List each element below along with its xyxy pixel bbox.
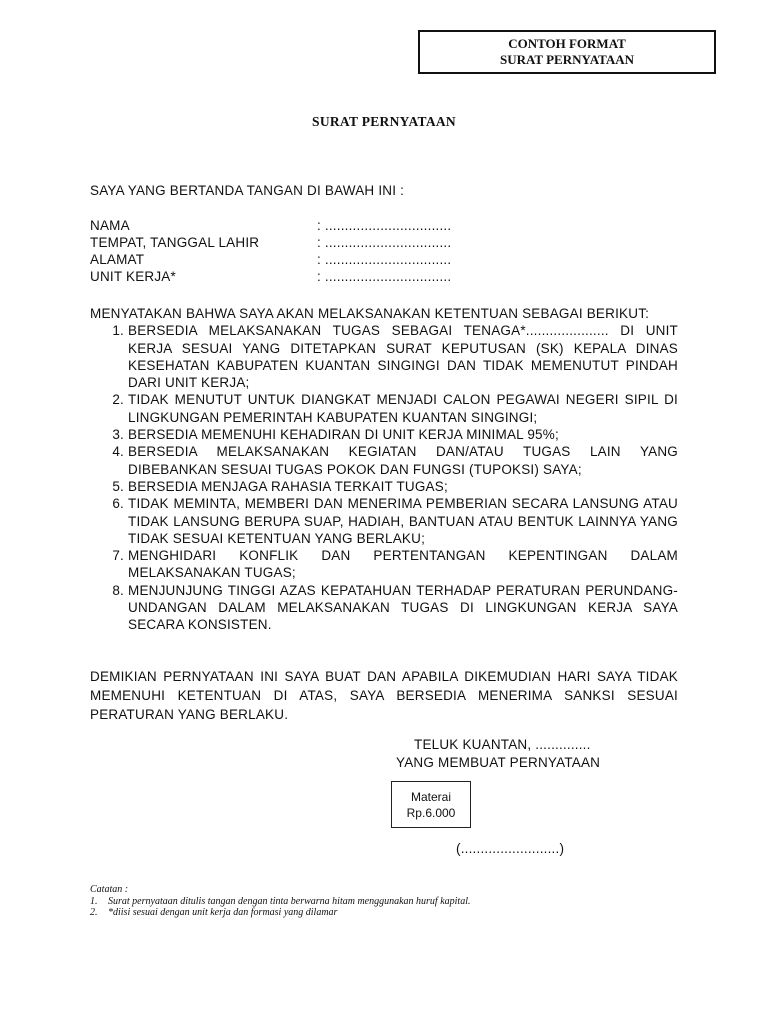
note-number: 2. — [90, 907, 98, 918]
identity-row-address — [90, 251, 490, 268]
list-item — [90, 426, 678, 443]
list-item-text: TIDAK MEMINTA, MEMBERI DAN MENERIMA PEMBERIAN SECARA LANSUNG ATAU TIDAK LANSUNG BERUPA SUAP, HADIAH, BANTUAN ATAU BENTUK LAINNYA YANG TIDAK SESUAI KETENTUAN YANG BERLAKU; — [128, 496, 678, 546]
stamp-label: Materai — [410, 789, 451, 804]
note-text: *diisi sesuai dengan unit kerja dan formasi yang dilamar — [108, 907, 338, 918]
identity-row-birth — [90, 234, 490, 251]
signature-name-placeholder: (.........................) — [456, 841, 565, 856]
list-item — [90, 443, 678, 478]
list-item — [90, 582, 678, 634]
field-label-address: ALAMAT — [90, 252, 145, 267]
field-label-name: NAMA — [90, 218, 130, 233]
list-item — [90, 322, 678, 391]
commitment-list — [90, 322, 678, 633]
list-item-number: 3. — [112, 427, 124, 443]
note-item — [90, 907, 471, 919]
format-label-line2: SURAT PERNYATAAN — [500, 52, 634, 67]
format-label-line1: CONTOH FORMAT — [508, 36, 626, 51]
list-item-number: 6. — [112, 496, 124, 512]
stamp-duty-box — [391, 781, 471, 828]
field-label-work-unit: UNIT KERJA* — [90, 269, 176, 284]
document-title: SURAT PERNYATAAN — [312, 114, 456, 129]
list-item-text: BERSEDIA MENJAGA RAHASIA TERKAIT TUGAS; — [128, 478, 448, 494]
list-item-number: 8. — [112, 582, 124, 598]
field-blank-work-unit: : ................................ — [317, 269, 452, 284]
closing-paragraph: DEMIKIAN PERNYATAAN INI SAYA BUAT DAN APABILA DIKEMUDIAN HARI SAYA TIDAK MEMENUHI KETENTUAN DI ATAS, SAYA BERSEDIA MENERIMA SANKSI SESUAI PERATURAN YANG BERLAKU. — [90, 669, 678, 722]
list-item-text: BERSEDIA MELAKSANAKAN TUGAS SEBAGAI TENAGA*..................... DI UNIT KERJA SESUAI YANG DITETAPKAN SURAT KEPUTUSAN (SK) KEPALA DINAS KESEHATAN KABUPATEN KUANTAN SINGINGI DAN TIDAK MEMENUTUT PINDAH DARI UNIT KERJA; — [128, 323, 678, 391]
field-blank-address: : ................................ — [317, 252, 452, 267]
list-item-number: 5. — [112, 478, 124, 494]
list-item — [90, 495, 678, 547]
format-label-box — [418, 30, 716, 74]
field-blank-birth: : ................................ — [317, 235, 452, 250]
place-date-line: TELUK KUANTAN, .............. — [414, 737, 591, 752]
list-item — [90, 478, 678, 495]
note-text: Surat pernyataan ditulis tangan dengan tinta berwarna hitam menggunakan huruf kapital. — [108, 895, 471, 907]
identity-fields — [90, 217, 490, 285]
list-item-text: MENJUNJUNG TINGGI AZAS KEPATAHUAN TERHADAP PERATURAN PERUNDANG-UNDANGAN DALAM MELAKSANAKAN TUGAS DI LINGKUNGAN KERJA SAYA SECARA KONSISTEN. — [128, 582, 678, 633]
list-item-number: 1. — [112, 323, 124, 339]
note-item — [90, 896, 471, 908]
list-item-number: 4. — [112, 444, 124, 460]
notes-heading: Catatan : — [90, 884, 129, 895]
declaration-section — [90, 305, 678, 634]
identity-row-name — [90, 217, 490, 234]
identity-row-work-unit — [90, 268, 490, 285]
notes-section — [90, 884, 471, 919]
list-item-text: MENGHIDARI KONFLIK DAN PERTENTANGAN KEPENTINGAN DALAM MELAKSANAKAN TUGAS; — [128, 548, 678, 581]
list-item-number: 7. — [112, 548, 124, 564]
list-item-text: TIDAK MENUTUT UNTUK DIANGKAT MENJADI CALON PEGAWAI NEGERI SIPIL DI LINGKUNGAN PEMERINTAH KABUPATEN KUANTAN SINGINGI; — [128, 392, 678, 425]
intro-line: SAYA YANG BERTANDA TANGAN DI BAWAH INI : — [90, 183, 405, 198]
list-item — [90, 547, 678, 582]
field-label-birth: TEMPAT, TANGGAL LAHIR — [90, 235, 260, 250]
list-item-number: 2. — [112, 392, 124, 408]
list-item-text: BERSEDIA MEMENUHI KEHADIRAN DI UNIT KERJA MINIMAL 95%; — [128, 427, 559, 443]
field-blank-name: : ................................ — [317, 218, 452, 233]
signer-label: YANG MEMBUAT PERNYATAAN — [396, 755, 601, 770]
stamp-value: Rp.6.000 — [406, 805, 456, 820]
list-item-text: BERSEDIA MELAKSANAKAN KEGIATAN DAN/ATAU TUGAS LAIN YANG DIBEBANKAN SESUAI TUGAS POKOK DAN FUNGSI (TUPOKSI) SAYA; — [128, 444, 678, 477]
list-item — [90, 391, 678, 426]
declaration-intro: MENYATAKAN BAHWA SAYA AKAN MELAKSANAKAN KETENTUAN SEBAGAI BERIKUT: — [90, 306, 650, 321]
note-number: 1. — [90, 895, 98, 907]
